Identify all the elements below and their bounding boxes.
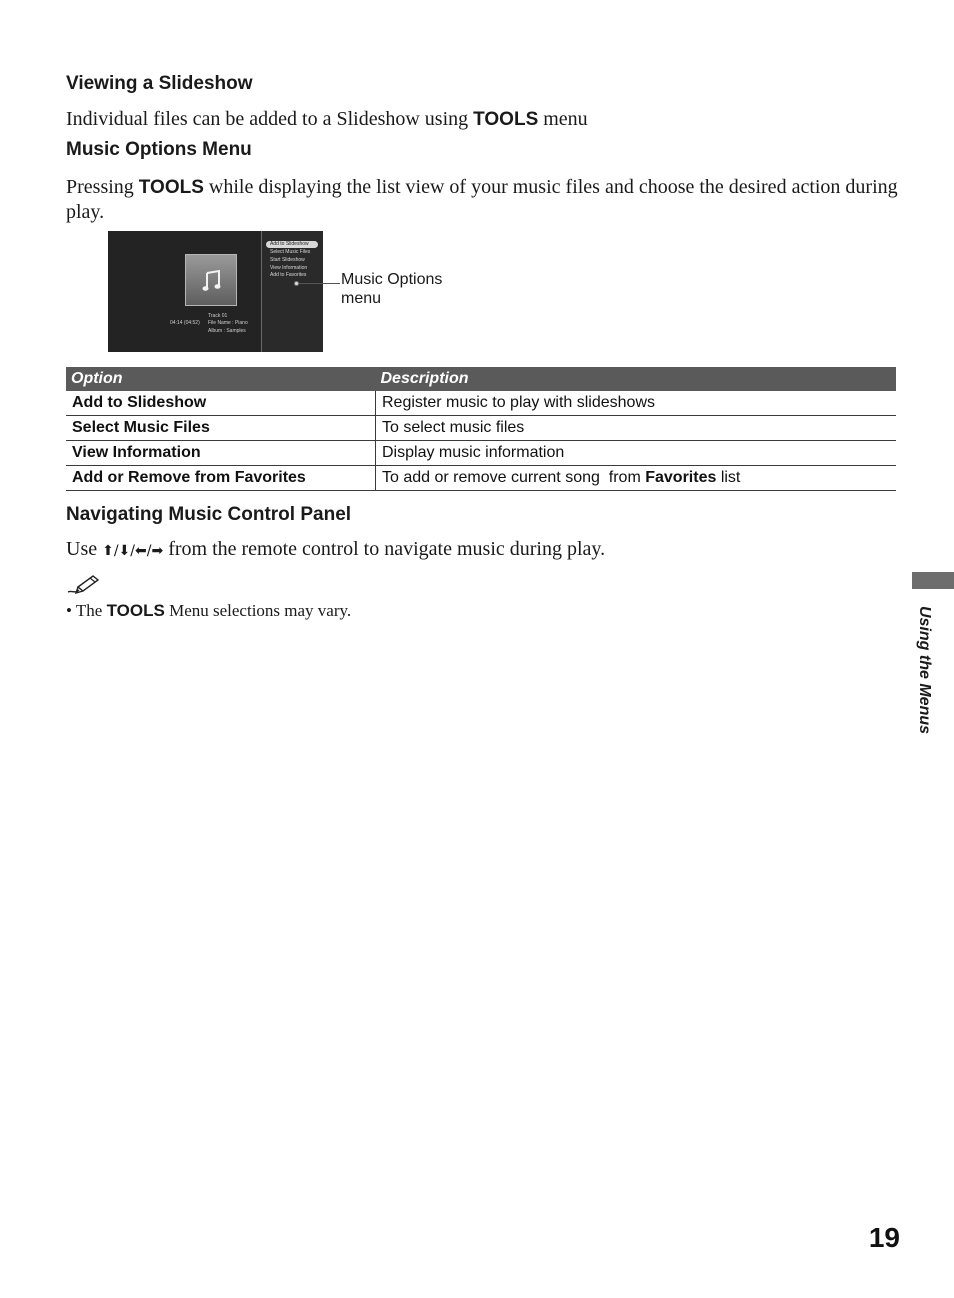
slideshow-text: Individual files can be added to a Slideshow using <box>66 108 474 130</box>
note-text: Menu selections may vary. <box>164 601 352 620</box>
music-options-paragraph <box>66 175 906 225</box>
description-cell: Register music to play with slideshows <box>376 391 897 416</box>
note-paragraph <box>66 598 351 623</box>
callout-dot <box>294 281 299 286</box>
heading-music-options-menu: Music Options Menu <box>66 139 252 160</box>
track-time: 04:14 (04:52) <box>170 320 200 326</box>
callout-label: Music Options menu <box>341 271 443 307</box>
music-options-table <box>66 367 896 491</box>
tools-button-label: TOOLS <box>473 109 539 130</box>
note-bullet: • The <box>66 601 107 620</box>
tools-button-label: TOOLS <box>106 601 165 620</box>
description-cell: To select music files <box>376 416 897 441</box>
column-header-option: Option <box>66 367 376 391</box>
option-cell: Add to Slideshow <box>66 391 376 416</box>
side-tab-marker <box>912 572 954 589</box>
tools-button-label: TOOLS <box>138 177 204 198</box>
music-note-icon <box>202 269 222 293</box>
menu-item-add-to-slideshow[interactable]: Add to Slideshow <box>266 241 318 248</box>
description-text: To add or remove current song from <box>382 469 646 486</box>
description-text-end: list <box>716 469 741 486</box>
favorites-label: Favorites <box>645 469 717 486</box>
side-tab-label: Using the Menus <box>916 606 933 735</box>
slideshow-paragraph <box>66 107 906 132</box>
navigating-text: Use <box>66 538 103 560</box>
music-options-text: Pressing <box>66 176 139 198</box>
navigating-paragraph <box>66 537 906 564</box>
note-pencil-icon <box>66 572 100 596</box>
description-cell: Display music information <box>376 441 897 466</box>
table-row <box>66 416 896 441</box>
music-screen-illustration <box>108 231 323 352</box>
album-art <box>185 254 237 306</box>
menu-item-add-to-favorites[interactable]: Add to Favorites <box>270 272 307 278</box>
menu-item-view-information[interactable]: View Information <box>270 265 308 271</box>
navigating-text-end: from the remote control to navigate music during play. <box>163 538 606 560</box>
file-name-label: File Name : Piano <box>208 320 248 326</box>
album-label: Album : Samples <box>208 328 246 334</box>
option-cell: View Information <box>66 441 376 466</box>
option-cell: Select Music Files <box>66 416 376 441</box>
callout-line <box>296 283 340 284</box>
page-number: 19 <box>868 1222 900 1253</box>
slideshow-text-end: menu <box>538 108 588 130</box>
option-cell: Add or Remove from Favorites <box>66 466 376 491</box>
heading-navigating-music-control-panel: Navigating Music Control Panel <box>66 504 352 525</box>
heading-viewing-slideshow: Viewing a Slideshow <box>66 73 253 94</box>
column-header-description: Description <box>376 367 897 391</box>
table-row <box>66 391 896 416</box>
track-label: Track 01 <box>208 313 228 319</box>
table-row <box>66 441 896 466</box>
menu-item-start-slideshow[interactable]: Start Slideshow <box>270 257 305 263</box>
music-options-text-end: while displaying the list view of your music files and choose the desired action during play. <box>66 176 898 223</box>
menu-item-select-music-files[interactable]: Select Music Files <box>270 249 311 255</box>
table-header-row <box>66 367 896 391</box>
description-cell <box>376 466 897 491</box>
arrow-keys-icon: ⬆/⬇/⬅/➡ <box>102 543 164 559</box>
table-row <box>66 466 896 491</box>
